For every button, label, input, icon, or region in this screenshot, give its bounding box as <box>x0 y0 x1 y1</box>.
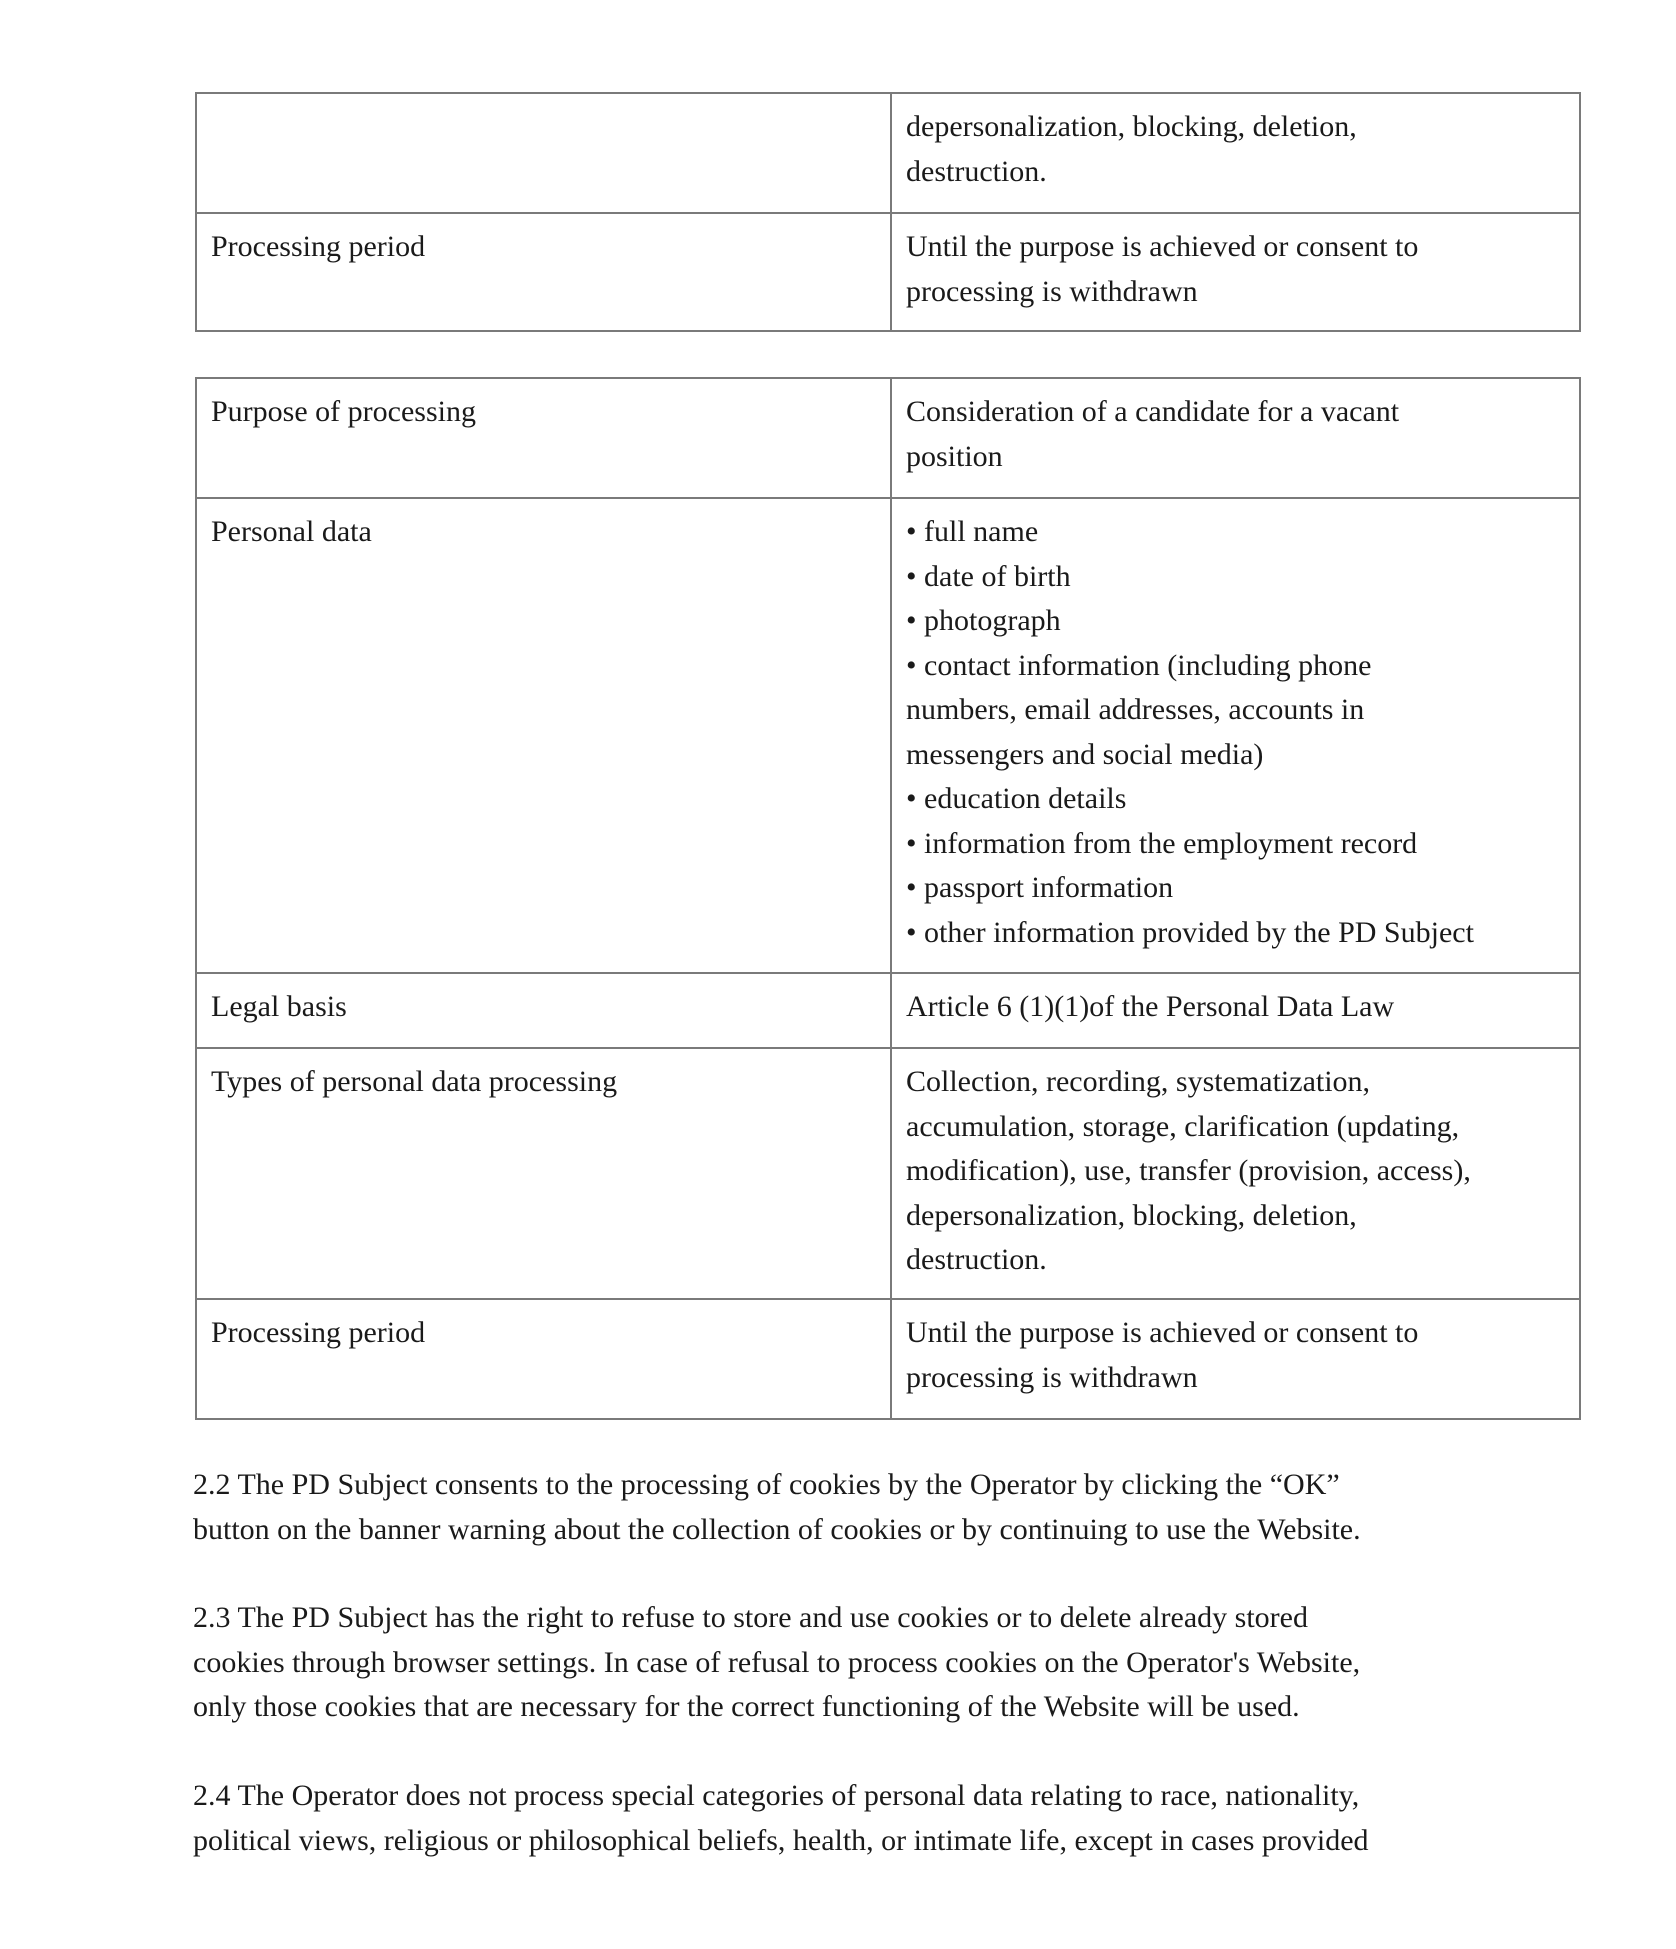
table-row <box>196 213 1580 331</box>
list-item: • information from the employment record <box>906 826 1418 860</box>
text-line: 2.2 The PD Subject consents to the processing of cookies by the Operator by clicking the “OK” <box>193 1468 1340 1501</box>
row-value <box>891 1299 1580 1419</box>
processing-table-continued <box>195 92 1581 332</box>
table-row <box>196 1299 1580 1419</box>
text-line: position <box>906 439 1003 473</box>
text-line: processing is withdrawn <box>906 1360 1198 1394</box>
text-line: button on the banner warning about the collection of cookies or by continuing to use the Website. <box>193 1512 1361 1546</box>
text-line: depersonalization, blocking, deletion, <box>906 110 1357 143</box>
row-label: Types of personal data processing <box>196 1048 891 1299</box>
text-line: depersonalization, blocking, deletion, <box>906 1198 1357 1232</box>
row-value <box>891 93 1580 213</box>
row-label: Legal basis <box>196 973 891 1048</box>
row-label: Processing period <box>196 213 891 331</box>
row-label <box>196 93 891 213</box>
text-line: Collection, recording, systematization, <box>906 1065 1371 1098</box>
row-label: Purpose of processing <box>196 378 891 498</box>
text-line: destruction. <box>906 1243 1047 1276</box>
list-item: • other information provided by the PD Subject <box>906 915 1474 949</box>
list-item: numbers, email addresses, accounts in <box>906 693 1365 726</box>
text-line: political views, religious or philosophical beliefs, health, or intimate life, except in cases provided <box>193 1823 1369 1857</box>
row-value <box>891 498 1580 973</box>
text-line: 2.4 The Operator does not process special categories of personal data relating to race, nationality, <box>193 1779 1360 1812</box>
text-line: Until the purpose is achieved or consent to <box>906 1316 1419 1349</box>
text-line: Until the purpose is achieved or consent to <box>906 230 1419 263</box>
text-line: processing is withdrawn <box>906 274 1198 308</box>
text-line: modification), use, transfer (provision, access), <box>906 1154 1471 1187</box>
text-line: destruction. <box>906 154 1047 188</box>
list-item: • photograph <box>906 604 1061 637</box>
table-row <box>196 973 1580 1048</box>
list-item: • education details <box>906 782 1127 815</box>
text-line: 2.3 The PD Subject has the right to refuse to store and use cookies or to delete already stored <box>193 1601 1308 1634</box>
table-row <box>196 1048 1580 1299</box>
table-row <box>196 378 1580 498</box>
list-item: messengers and social media) <box>906 737 1264 771</box>
row-value <box>891 213 1580 331</box>
text-line: only those cookies that are necessary for the correct functioning of the Website will be used. <box>193 1690 1300 1723</box>
table-row <box>196 498 1580 973</box>
list-item: • full name <box>906 515 1039 548</box>
candidate-processing-table <box>195 377 1581 1420</box>
row-value <box>891 973 1580 1048</box>
row-label: Personal data <box>196 498 891 973</box>
row-label: Processing period <box>196 1299 891 1419</box>
text-line: Article 6 (1)(1)of the Personal Data Law <box>906 990 1395 1023</box>
text-line: cookies through browser settings. In case of refusal to process cookies on the Operator's Website, <box>193 1645 1361 1679</box>
text-line: Consideration of a candidate for a vacant <box>906 395 1400 428</box>
list-item: • passport information <box>906 871 1174 904</box>
text-line: accumulation, storage, clarification (updating, <box>906 1109 1460 1143</box>
paragraph-2-2 <box>193 1463 1593 1552</box>
paragraph-2-3 <box>193 1596 1593 1730</box>
table-row <box>196 93 1580 213</box>
list-item: • contact information (including phone <box>906 648 1372 682</box>
row-value <box>891 1048 1580 1299</box>
list-item: • date of birth <box>906 559 1071 593</box>
paragraph-2-4 <box>193 1774 1593 1863</box>
row-value <box>891 378 1580 498</box>
